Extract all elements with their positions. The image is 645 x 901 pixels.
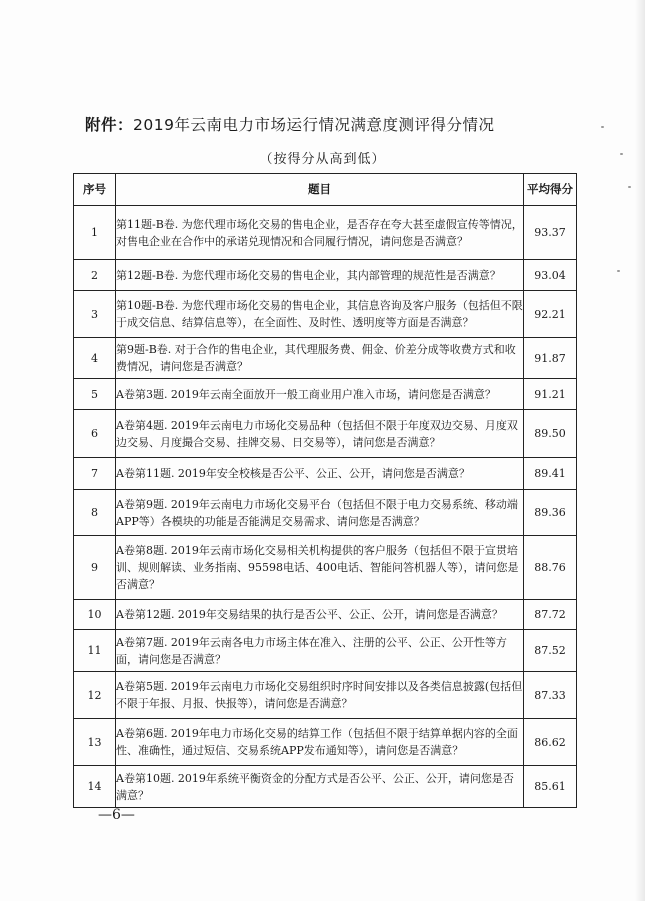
row-question: A卷第6题. 2019年电力市场化交易的结算工作（包括但不限于结算单据内容的全面性、准确性，通过短信、交易系统APP发布通知等），请问您是否满意？: [116, 719, 524, 766]
row-question: A卷第4题. 2019年云南电力市场化交易品种（包括但不限于年度双边交易、月度双边交易、月度撮合交易、挂牌交易、日交易等），请问您是否满意？: [116, 410, 524, 458]
row-no: 2: [74, 260, 116, 291]
row-score: 92.21: [524, 291, 577, 338]
table-row: [74, 490, 577, 536]
row-question: 第9题-B卷. 对于合作的售电企业，其代理服务费、佣金、价差分成等收费方式和收费情况，请问您是否满意？: [116, 338, 524, 379]
row-no: 12: [74, 672, 116, 719]
table-row: [74, 672, 577, 719]
row-no: 13: [74, 719, 116, 766]
table-row: [74, 291, 577, 338]
row-no: 11: [74, 630, 116, 672]
row-no: 10: [74, 600, 116, 630]
row-score: 91.21: [524, 379, 577, 410]
row-score: 93.37: [524, 206, 577, 260]
row-no: 5: [74, 379, 116, 410]
table-row: [74, 206, 577, 260]
row-no: 4: [74, 338, 116, 379]
row-score: 86.62: [524, 719, 577, 766]
row-no: 3: [74, 291, 116, 338]
table-row: [74, 630, 577, 672]
table-row: [74, 410, 577, 458]
scan-speck: [601, 126, 604, 128]
table-header-row: [74, 174, 577, 206]
document-title: [85, 113, 565, 135]
row-question: 第10题-B卷. 为您代理市场化交易的售电企业，其信息咨询及客户服务（包括但不限于成交信息、结算信息等），在全面性、及时性、透明度等方面是否满意？: [116, 291, 524, 338]
table-row: [74, 260, 577, 291]
title-prefix: 附件：: [85, 116, 134, 134]
row-no: 6: [74, 410, 116, 458]
row-no: 8: [74, 490, 116, 536]
row-score: 93.04: [524, 260, 577, 291]
table-row: [74, 719, 577, 766]
satisfaction-score-table: [73, 173, 577, 808]
table-row: [74, 338, 577, 379]
header-no: 序号: [74, 174, 116, 206]
header-question: 题目: [116, 174, 524, 206]
document-subtitle: （按得分从高到低）: [259, 152, 386, 167]
row-question: A卷第10题. 2019年系统平衡资金的分配方式是否公平、公正、公开，请问您是否满意？: [116, 766, 524, 808]
title-main: 2019年云南电力市场运行情况满意度测评得分情况: [133, 116, 495, 134]
scan-speck: [628, 186, 631, 188]
table-row: [74, 536, 577, 600]
row-question: A卷第5题. 2019年云南电力市场化交易组织时序时间安排以及各类信息披露(包括但不限于年报、月报、快报等），请问您是否满意？: [116, 672, 524, 719]
row-no: 7: [74, 458, 116, 490]
row-question: A卷第11题. 2019年安全校核是否公平、公正、公开，请问您是否满意？: [116, 458, 524, 490]
row-score: 89.36: [524, 490, 577, 536]
row-question: 第12题-B卷. 为您代理市场化交易的售电企业，其内部管理的规范性是否满意？: [116, 260, 524, 291]
row-score: 87.33: [524, 672, 577, 719]
scan-speck: [617, 270, 620, 272]
row-score: 89.41: [524, 458, 577, 490]
row-question: A卷第9题. 2019年云南电力市场化交易平台（包括但不限于电力交易系统、移动端APP等）各模块的功能是否能满足交易需求、请问您是否满意？: [116, 490, 524, 536]
page-edge-shadow: [635, 0, 645, 901]
row-score: 87.72: [524, 600, 577, 630]
table-row: [74, 766, 577, 808]
row-question: A卷第3题. 2019年云南全面放开一般工商业用户准入市场，请问您是否满意？: [116, 379, 524, 410]
row-score: 89.50: [524, 410, 577, 458]
page-number: —6—: [98, 807, 135, 823]
row-question: A卷第12题. 2019年交易结果的执行是否公平、公正、公开，请问您是否满意？: [116, 600, 524, 630]
row-score: 91.87: [524, 338, 577, 379]
scan-speck: [620, 153, 623, 155]
header-score: 平均得分: [524, 174, 577, 206]
row-no: 14: [74, 766, 116, 808]
row-score: 88.76: [524, 536, 577, 600]
table-row: [74, 600, 577, 630]
row-question: A卷第7题. 2019年云南各电力市场主体在准入、注册的公平、公正、公开性等方面，请问您是否满意？: [116, 630, 524, 672]
table-row: [74, 458, 577, 490]
row-question: 第11题-B卷. 为您代理市场化交易的售电企业，是否存在夸大甚至虚假宣传等情况，对售电企业在合作中的承诺兑现情况和合同履行情况，请问您是否满意？: [116, 206, 524, 260]
table-row: [74, 379, 577, 410]
row-no: 9: [74, 536, 116, 600]
row-question: A卷第8题. 2019年云南市场化交易相关机构提供的客户服务（包括但不限于宣贯培训、规则解读、业务指南、95598电话、400电话、智能问答机器人等），请问您是否满意？: [116, 536, 524, 600]
row-no: 1: [74, 206, 116, 260]
row-score: 85.61: [524, 766, 577, 808]
row-score: 87.52: [524, 630, 577, 672]
